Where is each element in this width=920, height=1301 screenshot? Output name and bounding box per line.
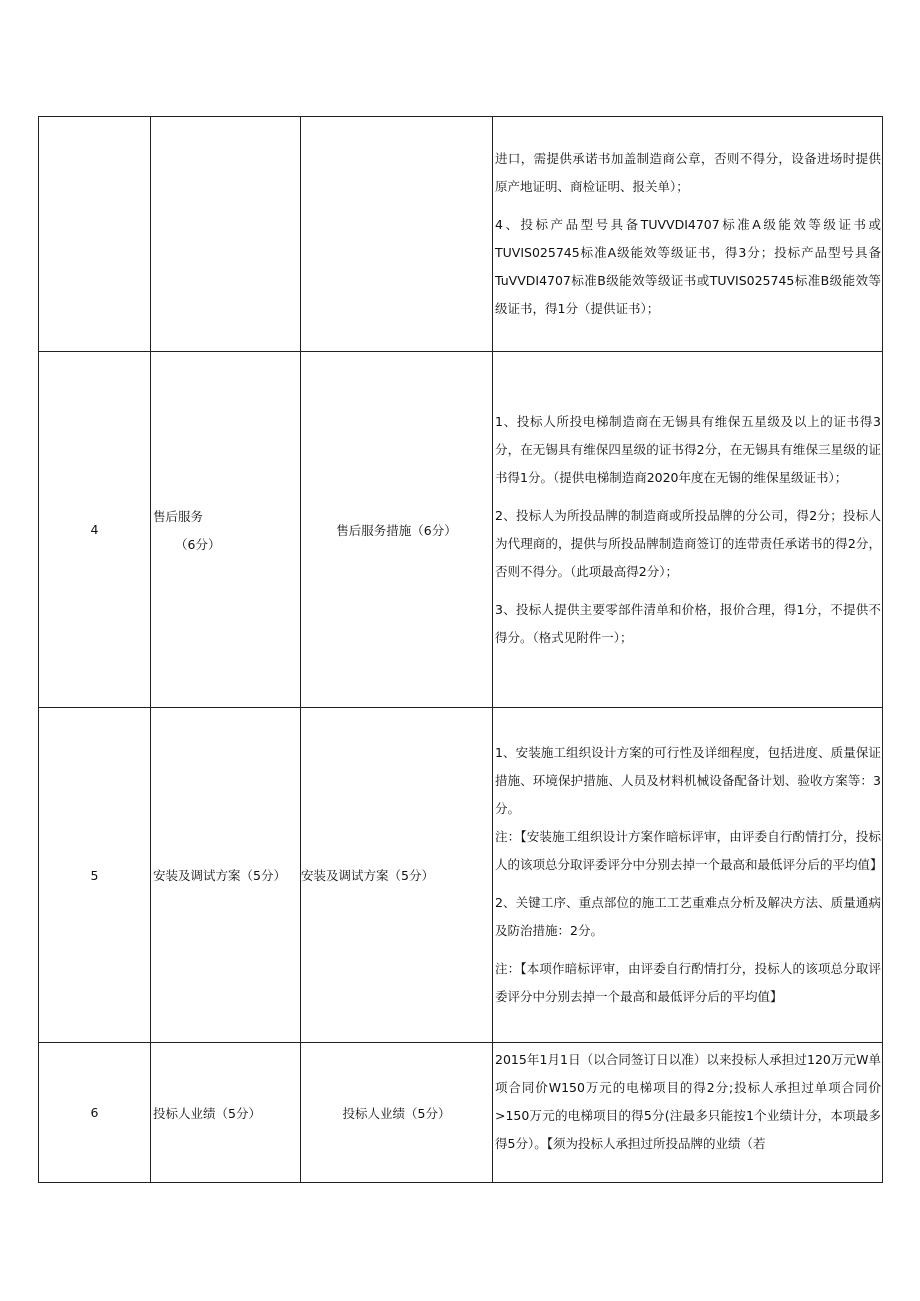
- category-label: 安装及调试方案（5分）: [153, 868, 286, 883]
- table-row: [39, 1043, 883, 1183]
- row-number: 4: [39, 352, 151, 708]
- criteria-item: 4、投标产品型号具备TUVVDI4707标准A级能效等级证书或TUVIS025745标准A级能效等级证书，得3分；投标产品型号具备TuVVDI4707标准B级能效等级证书或TUVIS025745标准B级能效等级证书，得1分（提供证书）；: [495, 217, 881, 316]
- row-number: 5: [39, 708, 151, 1043]
- category-label: 售后服务: [153, 508, 204, 524]
- criteria-item: 2、投标人为所投品牌的制造商或所投品牌的分公司，得2分；投标人为代理商的，提供与所投品牌制造商签订的连带责任承诺书的得2分，否则不得分。（此项最高得2分）；: [495, 507, 881, 579]
- row-number: [39, 117, 151, 352]
- criteria-item: 2、关键工序、重点部位的施工工艺重难点分析及解决方法、质量通病及防治措施：2分。: [495, 895, 881, 938]
- category-cell: [151, 117, 301, 352]
- criteria-cell: [493, 708, 883, 1043]
- subcategory-cell: [301, 117, 493, 352]
- criteria-item: 进口，需提供承诺书加盖制造商公章，否则不得分，设备进场时提供原产地证明、商检证明、报关单）；: [495, 151, 881, 194]
- criteria-item: 3、投标人提供主要零部件清单和价格，报价合理，得1分，不提供不得分。（格式见附件一）；: [495, 601, 881, 645]
- criteria-note: 注：【本项作暗标评审，由评委自行酌情打分，投标人的该项总分取评委评分中分别去掉一个最高和最低评分后的平均值】: [495, 961, 881, 1004]
- table-row: [39, 708, 883, 1043]
- table-row: [39, 117, 883, 352]
- table-row: [39, 352, 883, 708]
- subcategory-cell: 安装及调试方案（5分）: [301, 708, 493, 1043]
- category-cell: [151, 708, 301, 1043]
- criteria-item: 1、投标人所投电梯制造商在无锡具有维保五星级及以上的证书得3分，在无锡具有维保四星级的证书得2分，在无锡具有维保三星级的证书得1分。（提供电梯制造商2020年度在无锡的维保星级证书）；: [495, 413, 881, 485]
- category-cell: [151, 1043, 301, 1183]
- subcategory-cell: 售后服务措施（6分）: [301, 352, 493, 708]
- row-number: 6: [39, 1043, 151, 1183]
- criteria-cell: [493, 352, 883, 708]
- category-label: 投标人业绩（5分）: [153, 1105, 261, 1121]
- category-cell: [151, 352, 301, 708]
- criteria-cell: [493, 1043, 883, 1183]
- criteria-item: 2015年1月1日（以合同签订日以准）以来投标人承担过120万元W单项合同价W150万元的电梯项目的得2分;投标人承担过单项合同价>150万元的电梯项目的得5分(注最多只能按1个业绩计分，本项最多得5分）。【须为投标人承担过所投品牌的业绩（若: [495, 1052, 881, 1151]
- criteria-item: 1、安装施工组织设计方案的可行性及详细程度，包括进度、质量保证措施、环境保护措施、人员及材料机械设备配备计划、验收方案等：3分。: [495, 745, 881, 816]
- criteria-cell: [493, 117, 883, 352]
- subcategory-cell: 投标人业绩（5分）: [301, 1043, 493, 1183]
- scoring-table: [38, 116, 883, 1183]
- category-points: （6分）: [175, 536, 221, 552]
- criteria-note: 注：【安装施工组织设计方案作暗标评审，由评委自行酌情打分，投标人的该项总分取评委评分中分别去掉一个最高和最低评分后的平均值】: [495, 829, 883, 872]
